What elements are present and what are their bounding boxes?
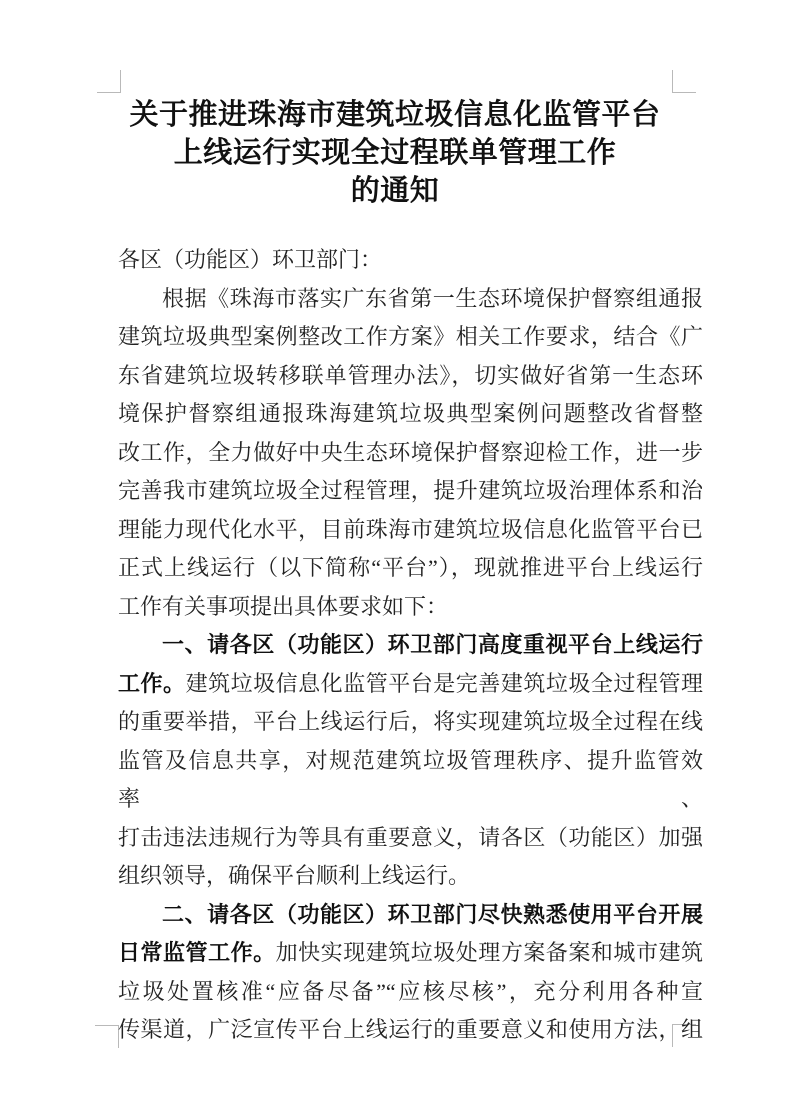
text-run: 组织领导，确保平台顺利上线运行。 [118, 863, 471, 888]
text-line [118, 896, 703, 935]
text-line [118, 626, 703, 665]
text-line [118, 588, 703, 627]
text-run: 的重要举措，平台上线运行后，将实现建筑垃圾全过程在线 [118, 709, 703, 734]
bold-text-run: 工作。 [118, 670, 186, 696]
page-margin-mark-top-left [97, 70, 121, 93]
text-line [118, 703, 703, 742]
text-run: 改工作，全力做好中央生态环境保护督察迎检工作，进一步 [118, 439, 703, 465]
text-line [118, 665, 703, 704]
text-line [118, 318, 703, 357]
document-title [95, 96, 695, 210]
text-line [118, 742, 703, 819]
text-run: 东省建筑垃圾转移联单管理办法》，切实做好省第一生态环 [118, 362, 703, 388]
bold-text-run: 二、请各区（功能区）环卫部门尽快熟悉使用平台开展 [162, 901, 703, 927]
text-run: 传渠道，广泛宣传平台上线运行的重要意义和使用方法，组 [118, 1017, 703, 1042]
title-line: 上线运行实现全过程联单管理工作 [173, 137, 617, 169]
text-line [118, 472, 703, 511]
bold-text-run: 一、请各区（功能区）环卫部门高度重视平台上线运行 [162, 632, 703, 657]
text-line [118, 973, 703, 1012]
text-run: 加快实现建筑垃圾处理方案备案和城市建筑 [275, 940, 703, 965]
document-body [118, 241, 703, 1050]
title-line: 的通知 [350, 175, 440, 207]
text-run: 建筑垃圾信息化监管平台是完善建筑垃圾全过程管理 [185, 670, 703, 696]
text-run: 各区（功能区）环卫部门： [118, 247, 383, 272]
text-run: 建筑垃圾典型案例整改工作方案》相关工作要求，结合《广 [118, 324, 703, 349]
text-run: 垃圾处置核准“应备尽备”“应核尽核”，充分利用各种宣 [118, 978, 703, 1004]
text-run: 理能力现代化水平，目前珠海市建筑垃圾信息化监管平台已 [118, 516, 703, 542]
text-line [118, 819, 703, 858]
text-line [118, 434, 703, 473]
text-run: 工作有关事项提出具体要求如下： [118, 593, 449, 619]
text-line [118, 511, 703, 550]
bold-text-run: 日常监管工作。 [118, 940, 276, 965]
text-run: 完善我市建筑垃圾全过程管理，提升建筑垃圾治理体系和治 [118, 478, 703, 503]
title-line: 关于推进珠海市建筑垃圾信息化监管平台 [129, 99, 661, 131]
text-line [118, 241, 703, 280]
text-run: 打击违法违规行为等具有重要意义，请各区（功能区）加强 [118, 824, 703, 850]
text-line [118, 934, 703, 973]
text-line [118, 549, 703, 588]
text-run: 境保护督察组通报珠海建筑垃圾典型案例问题整改省督整 [118, 401, 703, 426]
page-margin-mark-bottom-left [95, 1025, 119, 1048]
page-margin-mark-top-right [672, 70, 696, 93]
text-run: 监管及信息共享，对规范建筑垃圾管理秩序、提升监管效率、 [118, 747, 703, 811]
text-line [118, 357, 703, 396]
text-line [118, 1011, 703, 1050]
text-run: 正式上线运行（以下简称“平台”），现就推进平台上线运行 [118, 555, 703, 580]
text-run: 根据《珠海市落实广东省第一生态环境保护督察组通报 [162, 285, 703, 311]
text-line [118, 395, 703, 434]
text-line [118, 857, 703, 896]
text-line [118, 280, 703, 319]
